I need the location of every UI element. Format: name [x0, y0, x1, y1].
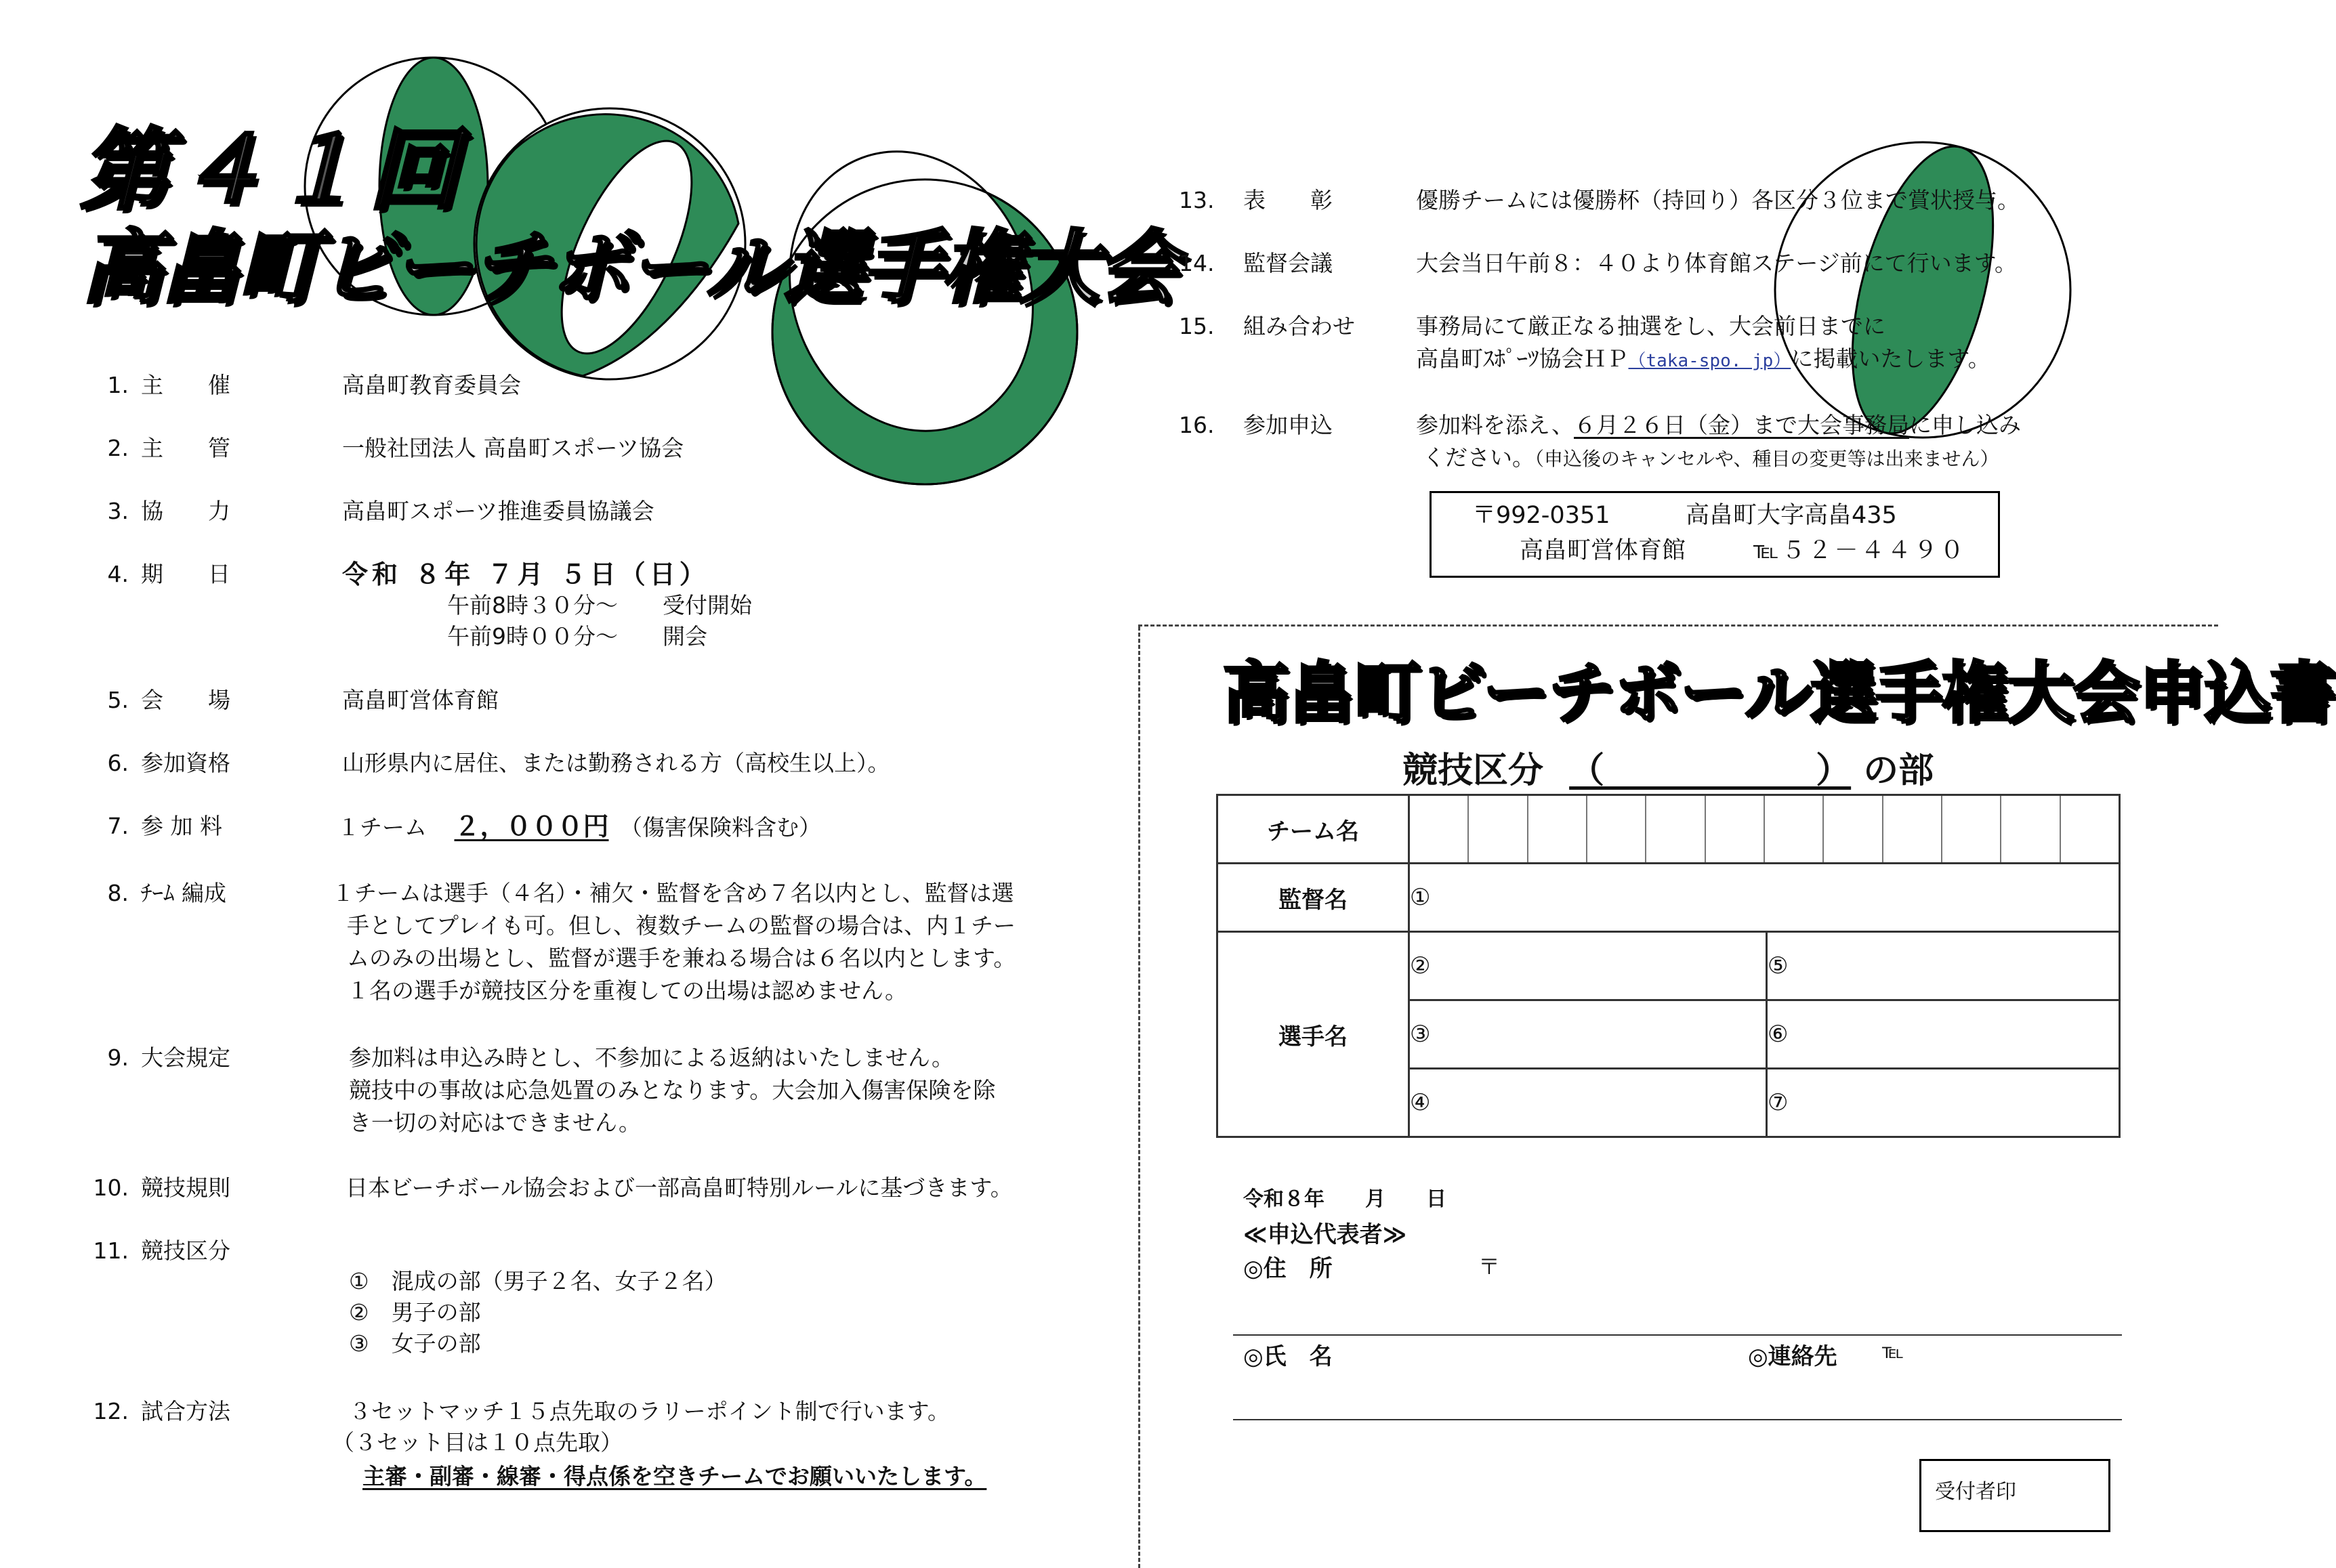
- manager-label: 監督名: [1217, 864, 1409, 932]
- player-field-5[interactable]: ⑤: [1767, 932, 2120, 1000]
- entry-fee: ２，０００円: [454, 811, 609, 841]
- division-line: 競技区分 （ ） の部: [1402, 750, 1934, 791]
- tel-field[interactable]: ℡: [1882, 1340, 1904, 1363]
- cut-line-vertical: [1138, 627, 1140, 1568]
- name-label: ◎氏 名: [1243, 1343, 1333, 1370]
- phone-number: ℡５２－４４９０: [1753, 537, 1967, 564]
- beach-ball-icon: [1775, 131, 2070, 448]
- form-date[interactable]: 令和８年 月 日: [1243, 1187, 1446, 1211]
- item-13: 13. 表 彰 優勝チームには優勝杯（持回り）各区分３位まで賞状授与。: [1179, 187, 2020, 213]
- player-field-7[interactable]: ⑦: [1767, 1069, 2120, 1137]
- date-sub-2: 午前9時００分～ 開会: [447, 623, 707, 650]
- team-label: チーム名: [1217, 795, 1409, 864]
- player-field-4[interactable]: ④: [1409, 1069, 1767, 1137]
- form-title: 高畠町ビーチボール選手権大会申込書: [1223, 655, 2336, 732]
- player-field-6[interactable]: ⑥: [1767, 1000, 2120, 1069]
- team-name-field[interactable]: [1409, 795, 2120, 864]
- event-date: 令和 ８年 ７月 ５日（日）: [342, 559, 709, 589]
- name-line: [1233, 1419, 2122, 1420]
- contact-label: ◎連絡先: [1748, 1343, 1837, 1370]
- player-field-2[interactable]: ②: [1409, 932, 1767, 1000]
- referee-note: 主審・副審・線審・得点係を空きチームでお願いいたします。: [362, 1463, 987, 1489]
- deadline: ６月２６日（金）まで大会事務局: [1573, 412, 1909, 438]
- item-15: 15. 組み合わせ 事務局にて厳正なる抽選をし、大会前日までに: [1179, 313, 1885, 339]
- item-16-line2: ください。（申込後のキャンセルや、種目の変更等は出来ません）: [1423, 444, 1999, 471]
- postal-mark[interactable]: 〒: [1478, 1254, 1501, 1279]
- street-address: 高畠町大字高畠435: [1686, 502, 1897, 529]
- application-table: [1216, 794, 2121, 1138]
- website-link[interactable]: （taka-spo. jp）: [1628, 351, 1791, 371]
- item-16: 16. 参加申込 参加料を添え、６月２６日（金）まで大会事務局に申し込み: [1179, 412, 2021, 438]
- date-sub-1: 午前8時３０分～ 受付開始: [447, 592, 752, 618]
- postal-code: 〒992-0351: [1472, 502, 1610, 529]
- receipt-stamp-box[interactable]: [1919, 1459, 2110, 1532]
- player-field-3[interactable]: ③: [1409, 1000, 1767, 1069]
- item-14: 14. 監督会議 大会当日午前８：４０より体育館ステージ前にて行います。: [1179, 250, 2018, 276]
- edition-title: 第４１回: [80, 118, 465, 223]
- address-label: ◎住 所: [1243, 1255, 1333, 1282]
- address-box: [1430, 491, 2000, 578]
- receipt-label: 受付者印: [1935, 1480, 2016, 1504]
- venue-name: 高畠町営体育館: [1520, 537, 1686, 564]
- cut-line-horizontal: [1138, 624, 2218, 627]
- player-label: 選手名: [1217, 932, 1409, 1137]
- address-line: [1233, 1334, 2122, 1336]
- division-input[interactable]: （ ）: [1569, 750, 1852, 791]
- manager-name-field[interactable]: ①: [1409, 864, 2120, 932]
- page-title: 高畠町ビーチボール選手権大会: [81, 221, 1177, 314]
- item-15-line2: 高畠町ｽﾎﾟｰﾂ協会ＨＰ（taka-spo. jp）に掲載いたします。: [1416, 345, 1990, 372]
- representative-label: ≪申込代表者≫: [1243, 1221, 1407, 1248]
